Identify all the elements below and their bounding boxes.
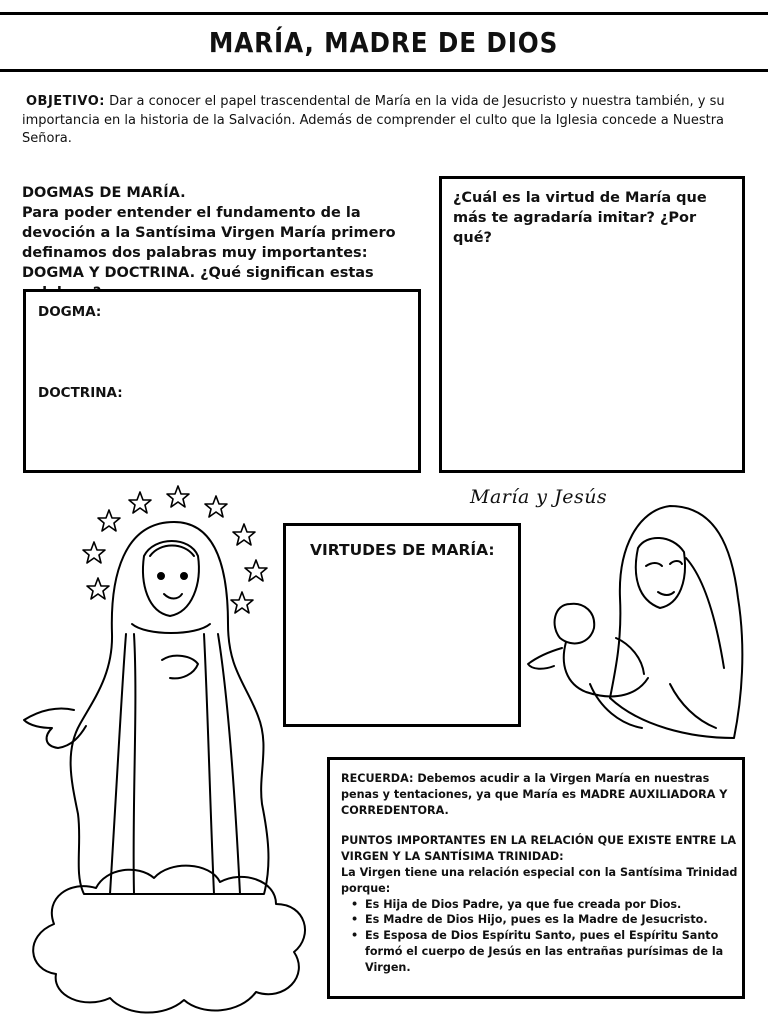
mary-and-jesus-illustration [520, 488, 750, 744]
baby-body [564, 642, 648, 696]
doctrina-label: DOCTRINA: [38, 385, 123, 401]
mary-veil [610, 506, 742, 738]
virtue-question-box [439, 176, 745, 473]
recuerda-box [327, 757, 745, 999]
dogma-label: DOGMA: [38, 304, 102, 320]
illustration-caption: María y Jesús [470, 486, 608, 508]
recuerda-paragraph: RECUERDA: Debemos acudir a la Virgen María en nuestras penas y tentaciones, ya que María es MADRE AUXILIADORA Y CORREDENTORA. [341, 772, 728, 817]
halo-stars [83, 486, 267, 613]
objective-lead: OBJETIVO: [26, 94, 105, 109]
virgin-mary-illustration [14, 484, 314, 1020]
baby-arm [528, 648, 562, 669]
baby-head [555, 604, 595, 644]
objective-paragraph [22, 93, 752, 149]
trinity-list [341, 897, 739, 976]
mary-face [636, 538, 685, 608]
virtudes-heading: VIRTUDES DE MARÍA: [310, 541, 495, 559]
hand-chest [162, 656, 198, 679]
virtue-question: ¿Cuál es la virtud de María que más te agradaría imitar? ¿Por qué? [453, 190, 707, 246]
virtudes-box [283, 523, 521, 727]
dogmas-text: Para poder entender el fundamento de la devoción a la Santísima Virgen María primero definamos dos palabras muy importantes: DOGMA Y DOCTRINA. ¿Qué significan estas [22, 205, 396, 281]
objective-text: Dar a conocer el papel trascendental de María en la vida de Jesucristo y nuestra también, y su importancia en la historia de la Salvación. Además de comprender el culto que la Iglesia concede a Nuestra Señora. [22, 94, 725, 146]
dogma-doctrina-box [23, 289, 421, 473]
trinity-heading: PUNTOS IMPORTANTES EN LA RELACIÓN QUE EXISTE ENTRE LA VIRGEN Y LA SANTÍSIMA TRINIDAD: [341, 834, 736, 864]
trinity-text: La Virgen tiene una relación especial con la Santísima Trinidad porque: [341, 865, 738, 895]
veil-outline [71, 522, 269, 894]
list-item: • Es Madre de Dios Hijo, pues es la Madre de Jesucristo. [351, 912, 739, 928]
dogmas-intro [22, 183, 427, 303]
list-item: • Es Hija de Dios Padre, ya que fue creada por Dios. [351, 897, 739, 913]
dogmas-heading: DOGMAS DE MARÍA. [22, 185, 186, 201]
list-item: • Es Esposa de Dios Espíritu Santo, pues el Espíritu Santo formó el cuerpo de Jesús en las entrañas purísimas de la Virgen. [351, 928, 739, 975]
page-title: MARÍA, MADRE DE DIOS [209, 25, 559, 59]
cloud [33, 866, 305, 1013]
title-band [0, 12, 768, 72]
